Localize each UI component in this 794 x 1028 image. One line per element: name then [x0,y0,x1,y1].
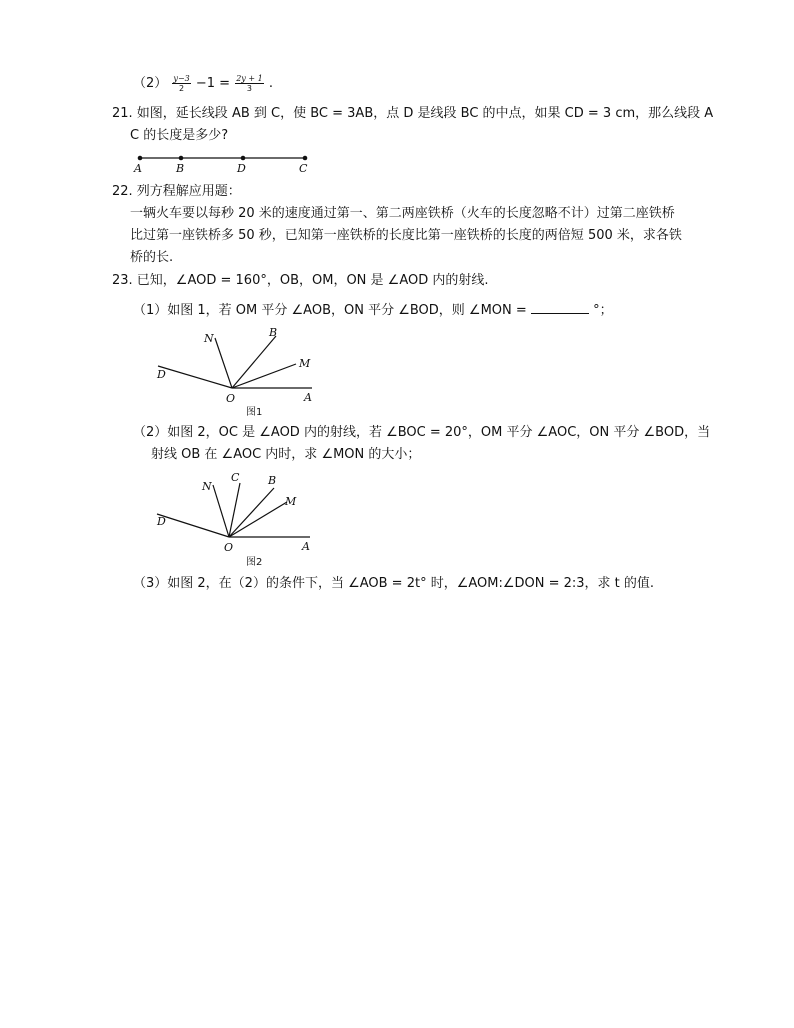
fig1-label-o: O [226,392,236,405]
label-a: A [134,162,142,175]
q22-line3: 桥的长. [130,250,174,265]
lhs-fraction: $\frac{y-3}{2}$ [173,74,190,93]
q23-part1-end: °； [593,303,613,318]
label-b: B [176,162,185,175]
fig2-label-c: C [231,471,240,484]
fig1-label-m: M [299,357,311,370]
q23-part2-line2: 射线 OB 在 ∠AOC 内时，求 ∠MON 的大小； [151,447,421,462]
q22-line1: 一辆火车要以每秒 20 米的速度通过第一、第二两座铁桥（火车的长度忽略不计）过第二座铁桥 [130,206,675,221]
q23-part1-text: （1）如图 1，若 OM 平分 ∠AOB，ON 平分 ∠BOD，则 ∠MON = [133,303,527,318]
fig1-caption: 图1 [246,407,263,418]
ray-om [229,502,287,537]
q21-line1: 21. 如图，延长线段 AB 到 C，使 BC = 3AB，点 D 是线段 BC 的中点，如果 CD = 3 cm，那么线段 A [112,106,714,121]
fig1-label-n: N [204,332,214,345]
q22-title: 22. 列方程解应用题： [112,184,241,199]
q22-line2: 比过第一座铁桥多 50 秒，已知第一座铁桥的长度比第一座铁桥的长度的两倍短 500 米，求各铁 [130,228,682,243]
fig2-label-m: M [285,495,297,508]
q21-line2: C 的长度是多少? [130,128,229,143]
minus-one: −1 = [195,76,231,91]
q23-intro: 23. 已知，∠AOD = 160°，OB，OM，ON 是 ∠AOD 内的射线. [112,273,489,288]
ray-od [157,514,229,537]
label-d: D [237,162,246,175]
q23-part2-line1: （2）如图 2，OC 是 ∠AOD 内的射线，若 ∠BOC = 20°，OM 平分 ∠AOC，ON 平分 ∠BOD，当 [133,425,711,440]
fig1-label-a: A [304,391,312,404]
q23-part3: （3）如图 2，在（2）的条件下，当 ∠AOB = 2t° 时，∠AOM:∠DON = 2:3，求 t 的值. [133,576,655,591]
fig2-label-n: N [202,480,212,493]
equation-end: . [268,76,273,91]
fig2-caption: 图2 [246,557,263,568]
ray-oc [229,483,240,537]
ray-ob [229,488,274,537]
rhs-fraction: $\frac{2y + 1}{3}$ [236,74,263,93]
label-c: C [299,162,308,175]
fig2-label-a: A [302,540,310,553]
q20-part2-label: （2） [133,76,168,91]
fig1-label-b: B [269,326,278,339]
ray-on [213,485,229,537]
fig2-label-o: O [224,541,234,554]
fig2-label-d: D [157,515,166,528]
fig1-label-d: D [157,368,166,381]
fig2-label-b: B [268,474,277,487]
